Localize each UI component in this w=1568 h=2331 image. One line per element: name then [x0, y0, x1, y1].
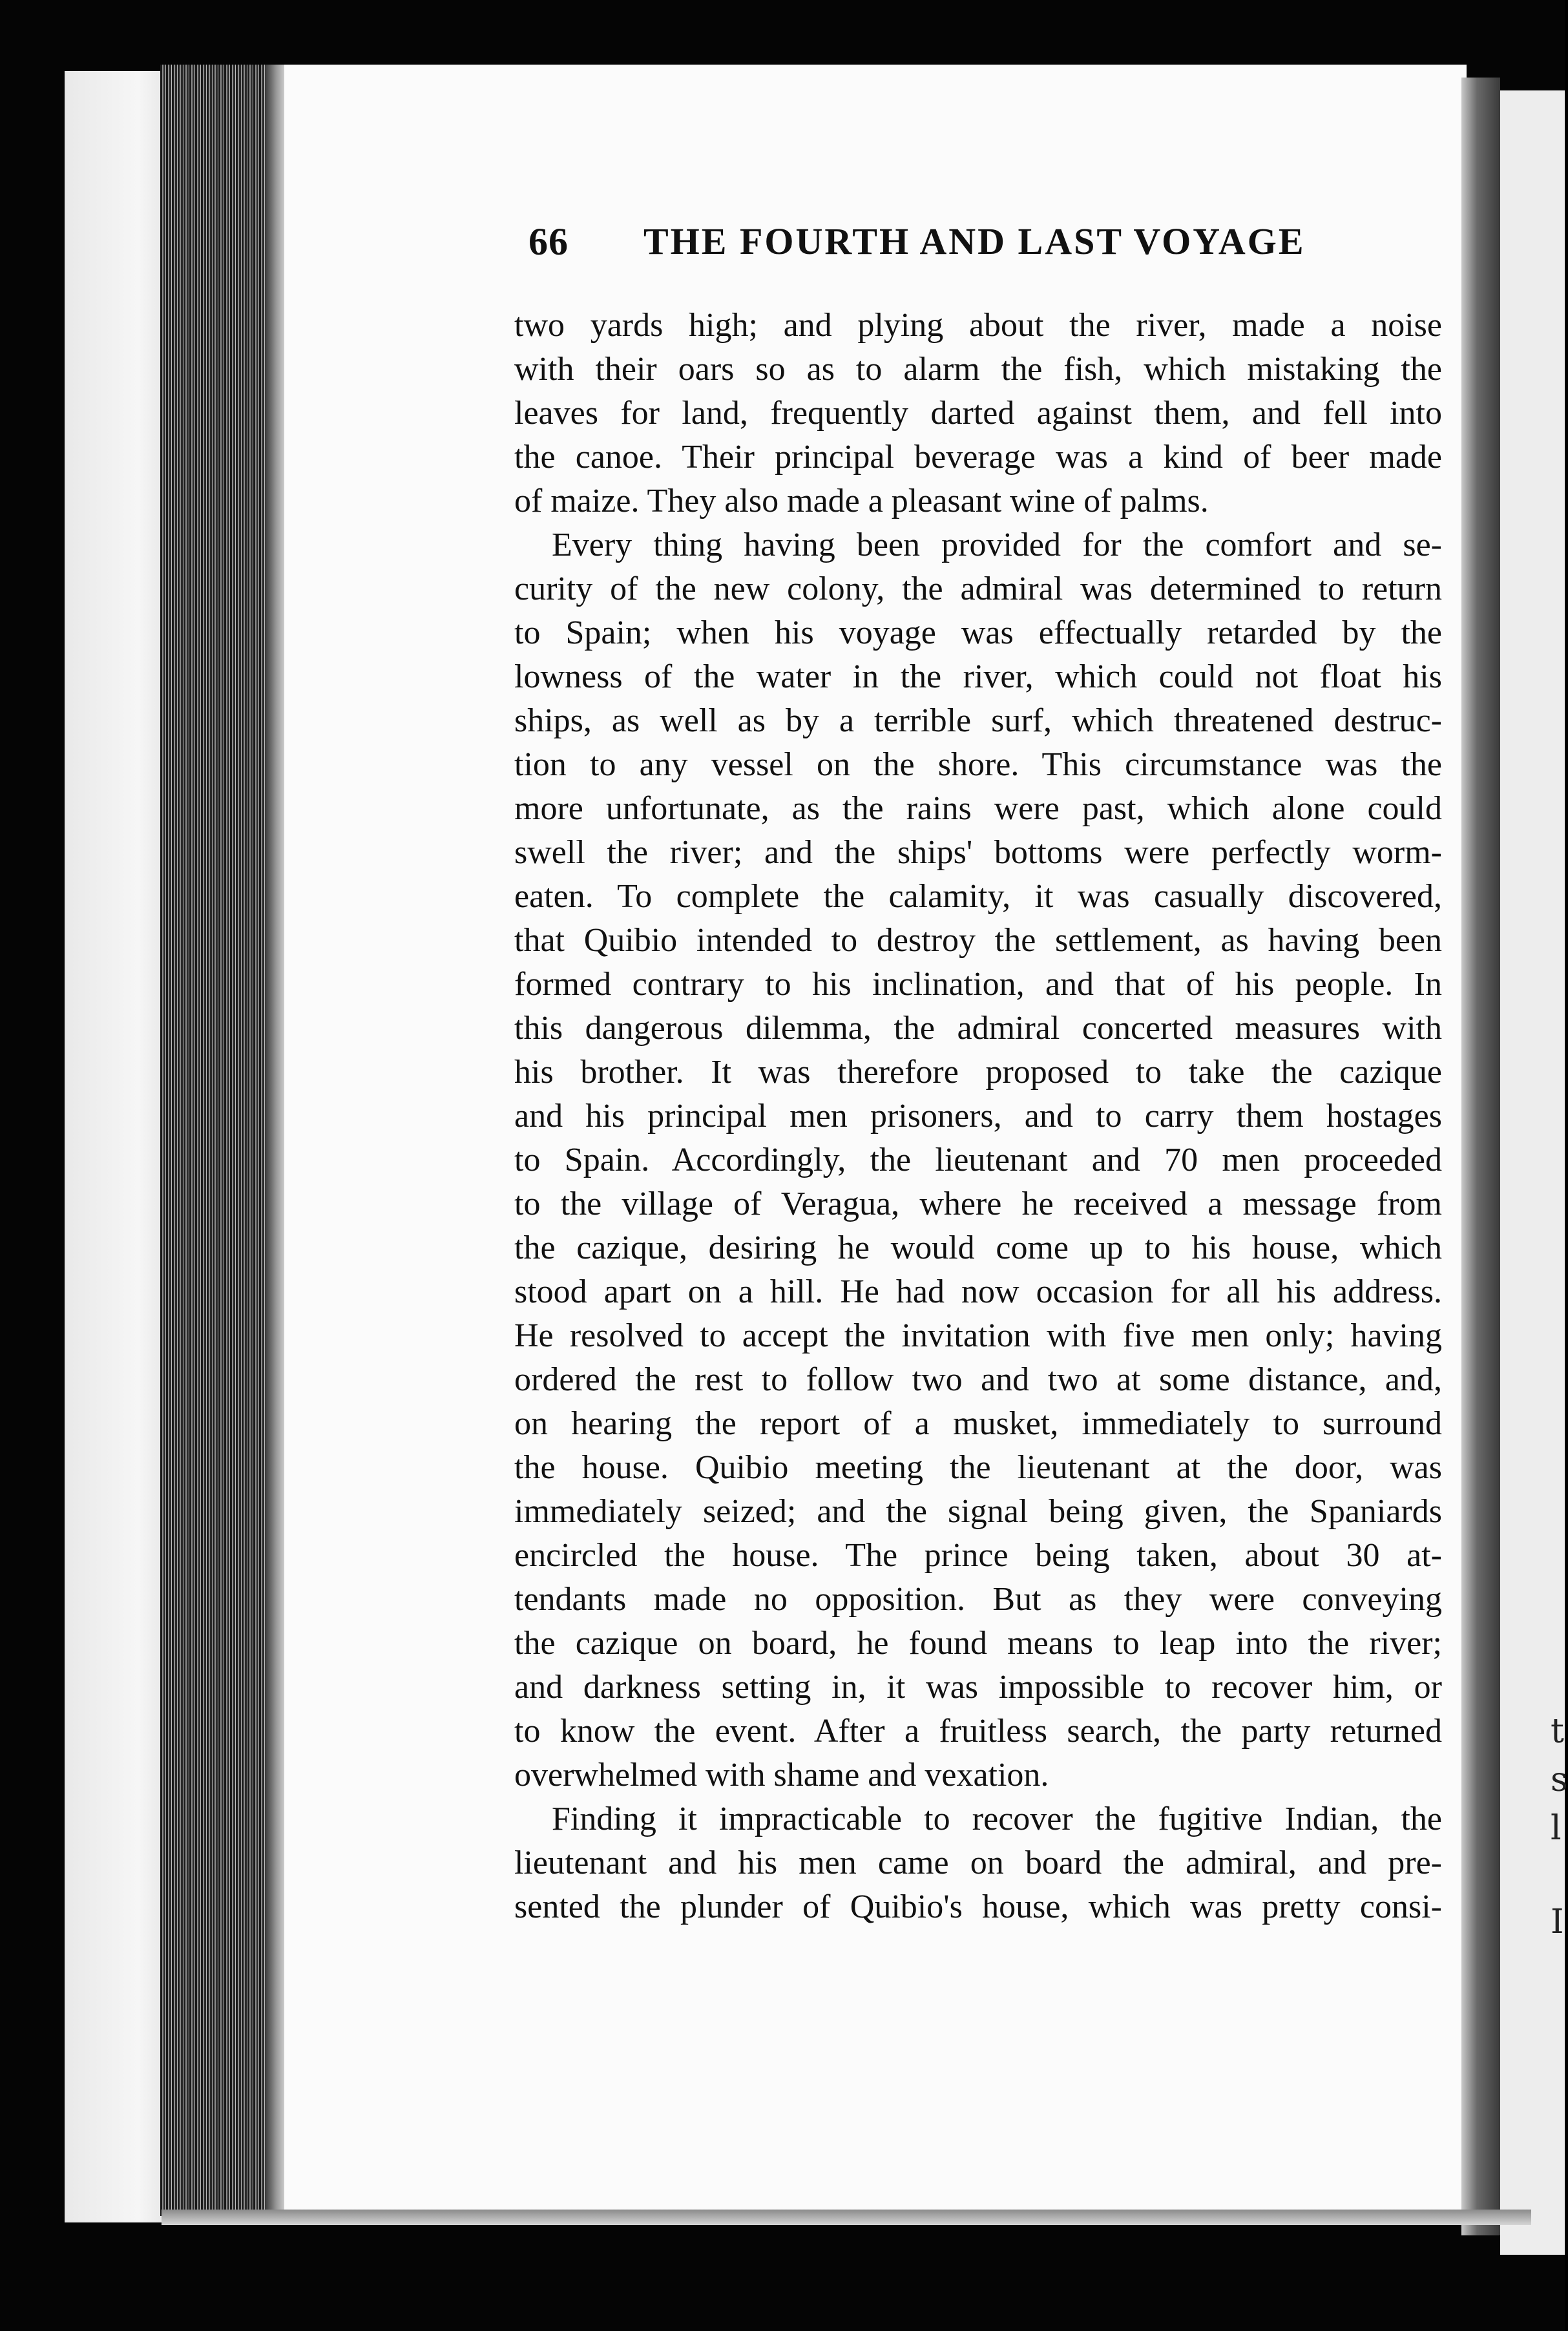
- text-line: with their oars so as to alarm the fish, which mistaking the: [514, 351, 1442, 388]
- margin-letter: I: [1551, 1903, 1564, 1941]
- text-line: and darkness setting in, it was impossible to recover him, or: [514, 1669, 1442, 1706]
- text-line: He resolved to accept the invitation with five men only; having: [514, 1317, 1442, 1354]
- text-line: to the village of Veragua, where he received a message from: [514, 1186, 1442, 1222]
- text-line: his brother. It was therefore proposed to take the cazique: [514, 1054, 1442, 1091]
- text-line: this dangerous dilemma, the admiral concerted measures with: [514, 1010, 1442, 1047]
- page-edge-stack: [160, 65, 271, 2216]
- text-line: of maize. They also made a pleasant wine of palms.: [514, 483, 1209, 519]
- margin-letter: s: [1551, 1761, 1568, 1799]
- running-head: [528, 220, 1330, 271]
- text-line: to Spain. Accordingly, the lieutenant and 70 men proceeded: [514, 1142, 1442, 1178]
- margin-letter: t: [1551, 1712, 1564, 1751]
- text-line: formed contrary to his inclination, and that of his people. In: [514, 966, 1442, 1003]
- bottom-page-edge: [162, 2210, 1531, 2225]
- text-line: the canoe. Their principal beverage was a kind of beer made: [514, 439, 1442, 476]
- text-line: and his principal men prisoners, and to carry them hostages: [514, 1098, 1442, 1134]
- text-line: sented the plunder of Quibio's house, which was pretty consi-: [514, 1888, 1442, 1925]
- text-line: eaten. To complete the calamity, it was casually discovered,: [514, 878, 1442, 915]
- text-line: encircled the house. The prince being taken, about 30 at-: [514, 1537, 1442, 1574]
- text-line: tendants made no opposition. But as they were conveying: [514, 1581, 1442, 1618]
- text-line: two yards high; and plying about the river, made a noise: [514, 307, 1442, 344]
- text-line: overwhelmed with shame and vexation.: [514, 1757, 1049, 1793]
- text-line: more unfortunate, as the rains were past, which alone could: [514, 790, 1442, 827]
- text-line: that Quibio intended to destroy the settlement, as having been: [514, 922, 1442, 959]
- text-line: leaves for land, frequently darted against them, and fell into: [514, 395, 1442, 432]
- text-line: Every thing having been provided for the comfort and se-: [552, 527, 1442, 563]
- text-line: tion to any vessel on the shore. This circumstance was the: [514, 746, 1442, 783]
- text-line: stood apart on a hill. He had now occasion for all his address.: [514, 1273, 1442, 1310]
- text-line: the cazique, desiring he would come up to his house, which: [514, 1229, 1442, 1266]
- right-binding-shadow: [1461, 78, 1500, 2235]
- text-line: to know the event. After a fruitless search, the party returned: [514, 1713, 1442, 1750]
- text-line: on hearing the report of a musket, immediately to surround: [514, 1405, 1442, 1442]
- text-line: lowness of the water in the river, which could not float his: [514, 658, 1442, 695]
- body-text: [514, 304, 1442, 1929]
- text-line: ships, as well as by a terrible surf, which threatened destruc-: [514, 702, 1442, 739]
- running-title: THE FOURTH AND LAST VOYAGE: [643, 220, 1306, 262]
- text-line: ordered the rest to follow two and two at some distance, and,: [514, 1361, 1442, 1398]
- text-line: immediately seized; and the signal being given, the Spaniards: [514, 1493, 1442, 1530]
- page-number: 66: [528, 220, 569, 263]
- text-line: lieutenant and his men came on board the admiral, and pre-: [514, 1845, 1442, 1881]
- text-line: swell the river; and the ships' bottoms were perfectly worm-: [514, 834, 1442, 871]
- text-line: Finding it impracticable to recover the fugitive Indian, the: [552, 1801, 1442, 1837]
- text-line: the house. Quibio meeting the lieutenant at the door, was: [514, 1449, 1442, 1486]
- margin-letter: l: [1551, 1809, 1562, 1848]
- text-line: curity of the new colony, the admiral was determined to return: [514, 570, 1442, 607]
- text-line: the cazique on board, he found means to leap into the river;: [514, 1625, 1442, 1662]
- text-line: to Spain; when his voyage was effectually retarded by the: [514, 614, 1442, 651]
